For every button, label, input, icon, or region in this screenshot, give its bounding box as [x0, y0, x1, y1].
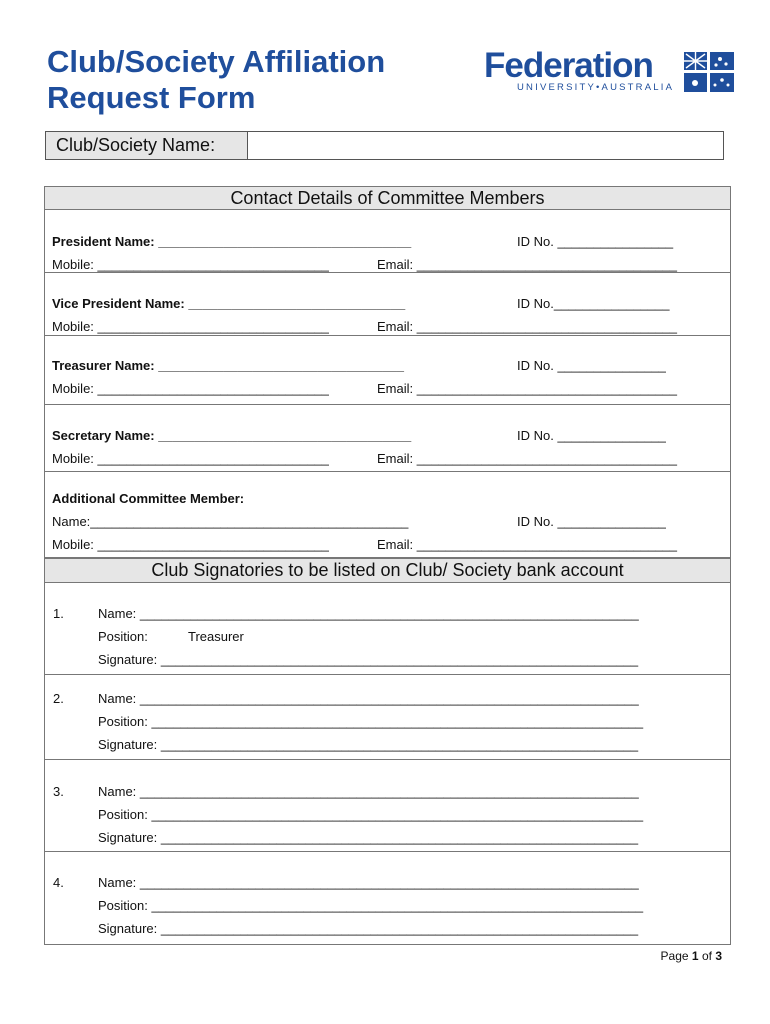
federation-logo: [484, 48, 736, 98]
signatories-section: [44, 558, 731, 945]
signatory-number: 3.: [53, 784, 64, 799]
signatory-3: [45, 760, 730, 852]
additional-member-email-field[interactable]: Email: ____________________________________: [377, 537, 678, 552]
secretary-id-field[interactable]: ID No. _______________: [517, 428, 666, 443]
additional-member-block: [45, 472, 730, 557]
treasurer-name-field[interactable]: Treasurer Name: __________________________________: [52, 358, 405, 373]
logo-subtitle: UNIVERSITY•AUSTRALIA: [517, 82, 675, 93]
president-email-field[interactable]: Email: ____________________________________: [377, 257, 678, 272]
signatory-signature-field[interactable]: Signature: __________________________________________________________________: [98, 652, 639, 667]
secretary-mobile-field[interactable]: Mobile: ________________________________: [52, 451, 329, 466]
signatory-1: [45, 582, 730, 675]
additional-member-mobile-field[interactable]: Mobile: ________________________________: [52, 537, 329, 552]
signatory-position-field[interactable]: Position: ____________________________________________________________________: [98, 714, 644, 729]
signatory-name-field[interactable]: Name: _____________________________________________________________________: [98, 784, 639, 799]
page-number: Page 1 of 3: [660, 949, 722, 963]
signatory-position-value: Treasurer: [188, 629, 244, 644]
additional-member-heading: Additional Committee Member:: [52, 491, 245, 506]
signatory-number: 4.: [53, 875, 64, 890]
signatory-number: 2.: [53, 691, 64, 706]
president-name-field[interactable]: President Name: ___________________________________: [52, 234, 412, 249]
signatory-signature-field[interactable]: Signature: __________________________________________________________________: [98, 737, 639, 752]
additional-member-id-field[interactable]: ID No. _______________: [517, 514, 666, 529]
club-name-field[interactable]: [45, 131, 724, 160]
signatory-position-field[interactable]: Position: ____________________________________________________________________: [98, 807, 644, 822]
vice-president-name-field[interactable]: Vice President Name: ______________________________: [52, 296, 406, 311]
signatory-2: [45, 675, 730, 760]
contact-details-section: [44, 186, 731, 558]
president-block: [45, 210, 730, 273]
signatory-position-field[interactable]: Position: ____________________________________________________________________: [98, 898, 644, 913]
treasurer-email-field[interactable]: Email: ____________________________________: [377, 381, 678, 396]
additional-member-name-field[interactable]: Name:____________________________________________: [52, 514, 409, 529]
signatory-4: [45, 852, 730, 944]
signatory-position-label: Position:: [98, 629, 148, 644]
treasurer-block: [45, 336, 730, 405]
vice-president-id-field[interactable]: ID No.________________: [517, 296, 670, 311]
signatory-name-field[interactable]: Name: _____________________________________________________________________: [98, 875, 639, 890]
vice-president-email-field[interactable]: Email: ____________________________________: [377, 319, 678, 334]
secretary-email-field[interactable]: Email: ____________________________________: [377, 451, 678, 466]
secretary-block: [45, 405, 730, 472]
flag-icon: [684, 52, 734, 92]
title-line-2: Request Form: [47, 80, 256, 115]
signatory-signature-field[interactable]: Signature: __________________________________________________________________: [98, 830, 639, 845]
signatories-heading: Club Signatories to be listed on Club/ Society bank account: [45, 558, 730, 583]
treasurer-mobile-field[interactable]: Mobile: ________________________________: [52, 381, 329, 396]
president-mobile-field[interactable]: Mobile: ________________________________: [52, 257, 329, 272]
president-id-field[interactable]: ID No. ________________: [517, 234, 674, 249]
contact-details-heading: Contact Details of Committee Members: [45, 187, 730, 210]
signatory-number: 1.: [53, 606, 64, 621]
vice-president-block: [45, 273, 730, 336]
club-name-label: Club/Society Name:: [46, 132, 248, 159]
page-title: [47, 44, 385, 116]
title-line-1: Club/Society Affiliation: [47, 44, 386, 79]
signatory-name-field[interactable]: Name: _____________________________________________________________________: [98, 691, 639, 706]
signatory-signature-field[interactable]: Signature: __________________________________________________________________: [98, 921, 639, 936]
secretary-name-field[interactable]: Secretary Name: ___________________________________: [52, 428, 412, 443]
vice-president-mobile-field[interactable]: Mobile: ________________________________: [52, 319, 329, 334]
logo-word: Federation: [484, 46, 653, 85]
signatory-name-field[interactable]: Name: _____________________________________________________________________: [98, 606, 639, 621]
treasurer-id-field[interactable]: ID No. _______________: [517, 358, 666, 373]
